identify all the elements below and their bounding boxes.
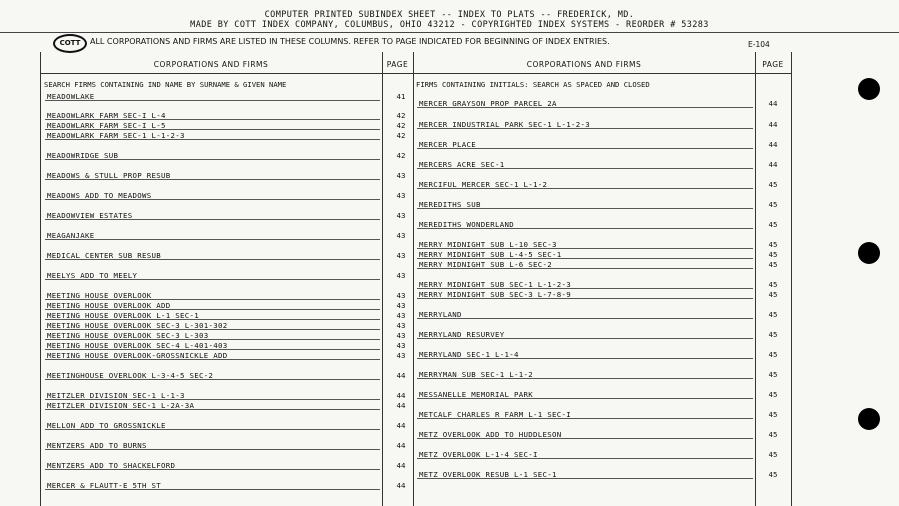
right-entry-name: MERRY MIDNIGHT SUB L-10 SEC-3 — [419, 240, 557, 249]
left-entry-name: MEDICAL CENTER SUB RESUB — [47, 251, 161, 260]
right-entry-page: 45 — [768, 280, 778, 289]
right-entry-name: MERRYLAND RESURVEY — [419, 330, 505, 339]
cott-logo: COTT — [53, 34, 87, 53]
left-entry-page: 42 — [396, 121, 406, 130]
right-entry-name: MERRYLAND SEC-1 L-1-4 — [419, 350, 519, 359]
left-entry-name: MEITZLER DIVISION SEC-1 L-1-3 — [47, 391, 185, 400]
right-entry-rule — [417, 318, 753, 319]
right-entry-name: MERCIFUL MERCER SEC-1 L-1-2 — [419, 180, 548, 189]
right-entry-page: 45 — [768, 450, 778, 459]
right-entry-name: METZ OVERLOOK ADD TO HUDDLESON — [419, 430, 562, 439]
left-entry-page: 44 — [396, 441, 406, 450]
right-entry-name: METZ OVERLOOK RESUB L-1 SEC-1 — [419, 470, 557, 479]
right-entry-page: 45 — [768, 180, 778, 189]
left-entry-name: MENTZERS ADD TO BURNS — [47, 441, 147, 450]
left-entry-page: 44 — [396, 481, 406, 490]
left-entry-name: MEADOWLAKE — [47, 92, 95, 101]
left-entry-page: 43 — [396, 331, 406, 340]
left-entry-rule — [45, 239, 380, 240]
right-entry-page: 44 — [768, 99, 778, 108]
left-page-divider — [382, 52, 383, 506]
right-entry-name: MESSANELLE MEMORIAL PARK — [419, 390, 533, 399]
left-entry-name: MEADOWLARK FARM SEC-I L-4 — [47, 111, 166, 120]
right-entry-page: 45 — [768, 310, 778, 319]
left-entry-name: MEETING HOUSE OVERLOOK SEC-3 L-303 — [47, 331, 209, 340]
left-entry-page: 43 — [396, 191, 406, 200]
left-entry-name: MEAGANJAKE — [47, 231, 95, 240]
right-entry-name: MERRYLAND — [419, 310, 462, 319]
right-entry-page: 44 — [768, 120, 778, 129]
left-margin-line — [40, 52, 41, 506]
column-divider — [413, 52, 414, 506]
left-column-heading: CORPORATIONS AND FIRMS — [153, 60, 269, 69]
left-entry-name: MEADOWLARK FARM SEC-1 L-1-2-3 — [47, 131, 185, 140]
left-entry-page: 43 — [396, 171, 406, 180]
binder-hole-middle — [858, 242, 880, 264]
right-entry-name: MERCER PLACE — [419, 140, 476, 149]
right-entry-page: 45 — [768, 330, 778, 339]
right-page-divider — [755, 52, 756, 506]
right-entry-name: MERRY MIDNIGHT SUB L-6 SEC-2 — [419, 260, 552, 269]
right-entry-page: 45 — [768, 370, 778, 379]
left-entry-name: MENTZERS ADD TO SHACKELFORD — [47, 461, 176, 470]
left-entry-page: 43 — [396, 351, 406, 360]
right-entry-page: 45 — [768, 250, 778, 259]
left-entry-page: 44 — [396, 401, 406, 410]
left-entry-page: 43 — [396, 321, 406, 330]
left-entry-name: MEELYS ADD TO MEELY — [47, 271, 138, 280]
left-page-heading: PAGE — [386, 60, 409, 69]
right-entry-page: 45 — [768, 470, 778, 479]
right-entry-name: MERRY MIDNIGHT SUB SEC-1 L-1-2-3 — [419, 280, 571, 289]
right-page-heading: PAGE — [762, 60, 784, 69]
column-heading-divider — [40, 73, 792, 74]
left-entry-name: MEETINGHOUSE OVERLOOK L-3-4-5 SEC-2 — [47, 371, 214, 380]
right-column-heading: CORPORATIONS AND FIRMS — [526, 60, 642, 69]
left-entry-page: 42 — [396, 151, 406, 160]
left-entry-name: MEITZLER DIVISION SEC-1 L-2A-3A — [47, 401, 195, 410]
form-number: E-104 — [748, 40, 770, 49]
right-entry-page: 45 — [768, 200, 778, 209]
sheet-publisher-line: MADE BY COTT INDEX COMPANY, COLUMBUS, OHIO 43212 - COPYRIGHTED INDEX SYSTEMS - REORDER # 53283 — [190, 20, 709, 30]
right-column-instruction: FIRMS CONTAINING INITIALS: SEARCH AS SPACED AND CLOSED — [416, 80, 650, 89]
right-entry-name: MERRY MIDNIGHT SUB L-4-5 SEC-1 — [419, 250, 562, 259]
right-entry-name: MERCER INDUSTRIAL PARK SEC-1 L-1-2-3 — [419, 120, 590, 129]
left-entry-page: 44 — [396, 461, 406, 470]
right-entry-name: METZ OVERLOOK L-1-4 SEC-I — [419, 450, 538, 459]
left-entry-rule — [45, 100, 380, 101]
right-entry-name: MERRYMAN SUB SEC-1 L-1-2 — [419, 370, 533, 379]
right-entry-page: 45 — [768, 220, 778, 229]
left-entry-page: 43 — [396, 211, 406, 220]
right-entry-page: 44 — [768, 140, 778, 149]
left-entry-page: 44 — [396, 421, 406, 430]
left-entry-name: MEADOWS ADD TO MEADOWS — [47, 191, 152, 200]
right-entry-page: 45 — [768, 350, 778, 359]
left-entry-name: MEADOWVIEW ESTATES — [47, 211, 133, 220]
left-column-instruction: SEARCH FIRMS CONTAINING IND NAME BY SURNAME & GIVEN NAME — [44, 80, 287, 89]
left-entry-name: MEETING HOUSE OVERLOOK-GROSSNICKLE ADD — [47, 351, 228, 360]
right-entry-page: 45 — [768, 240, 778, 249]
left-entry-page: 43 — [396, 341, 406, 350]
binder-hole-bottom — [858, 408, 880, 430]
right-entry-name: MEREDITHS SUB — [419, 200, 481, 209]
binder-hole-top — [858, 78, 880, 100]
right-entry-page: 45 — [768, 260, 778, 269]
right-entry-name: MEREDITHS WONDERLAND — [419, 220, 514, 229]
left-entry-name: MEADOWLARK FARM SEC-I L-5 — [47, 121, 166, 130]
left-entry-name: MELLON ADD TO GROSSNICKLE — [47, 421, 166, 430]
left-entry-page: 43 — [396, 291, 406, 300]
left-entry-page: 42 — [396, 131, 406, 140]
right-entry-name: MERRY MIDNIGHT SUB SEC-3 L-7-8-9 — [419, 290, 571, 299]
left-entry-page: 43 — [396, 311, 406, 320]
left-entry-name: MEETING HOUSE OVERLOOK SEC-4 L-401-403 — [47, 341, 228, 350]
left-entry-page: 43 — [396, 231, 406, 240]
left-entry-page: 41 — [396, 92, 406, 101]
left-entry-page: 44 — [396, 391, 406, 400]
right-entry-page: 45 — [768, 430, 778, 439]
left-entry-name: MEETING HOUSE OVERLOOK — [47, 291, 152, 300]
right-margin-line — [791, 52, 792, 506]
left-entry-name: MEETING HOUSE OVERLOOK ADD — [47, 301, 171, 310]
right-entry-name: METCALF CHARLES R FARM L-1 SEC-I — [419, 410, 571, 419]
sheet-title: COMPUTER PRINTED SUBINDEX SHEET -- INDEX TO PLATS -- FREDERICK, MD. — [264, 10, 635, 20]
left-entry-page: 42 — [396, 111, 406, 120]
left-entry-page: 43 — [396, 301, 406, 310]
left-entry-name: MEETING HOUSE OVERLOOK SEC-3 L-301-302 — [47, 321, 228, 330]
header-divider — [0, 32, 899, 33]
right-entry-page: 44 — [768, 160, 778, 169]
right-entry-name: MERCER GRAYSON PROP PARCEL 2A — [419, 99, 557, 108]
right-entry-page: 45 — [768, 390, 778, 399]
left-entry-page: 43 — [396, 271, 406, 280]
columns-notice: ALL CORPORATIONS AND FIRMS ARE LISTED IN THESE COLUMNS. REFER TO PAGE INDICATED FOR BEGINNING OF INDEX ENTRIES. — [90, 37, 610, 46]
right-entry-page: 45 — [768, 410, 778, 419]
left-entry-name: MEADOWS & STULL PROP RESUB — [47, 171, 171, 180]
left-entry-page: 43 — [396, 251, 406, 260]
left-entry-name: MERCER & FLAUTT-E 5TH ST — [47, 481, 161, 490]
left-entry-name: MEETING HOUSE OVERLOOK L-1 SEC-1 — [47, 311, 199, 320]
left-entry-name: MEADOWRIDGE SUB — [47, 151, 119, 160]
right-entry-name: MERCERS ACRE SEC-1 — [419, 160, 505, 169]
right-entry-page: 45 — [768, 290, 778, 299]
left-entry-page: 44 — [396, 371, 406, 380]
